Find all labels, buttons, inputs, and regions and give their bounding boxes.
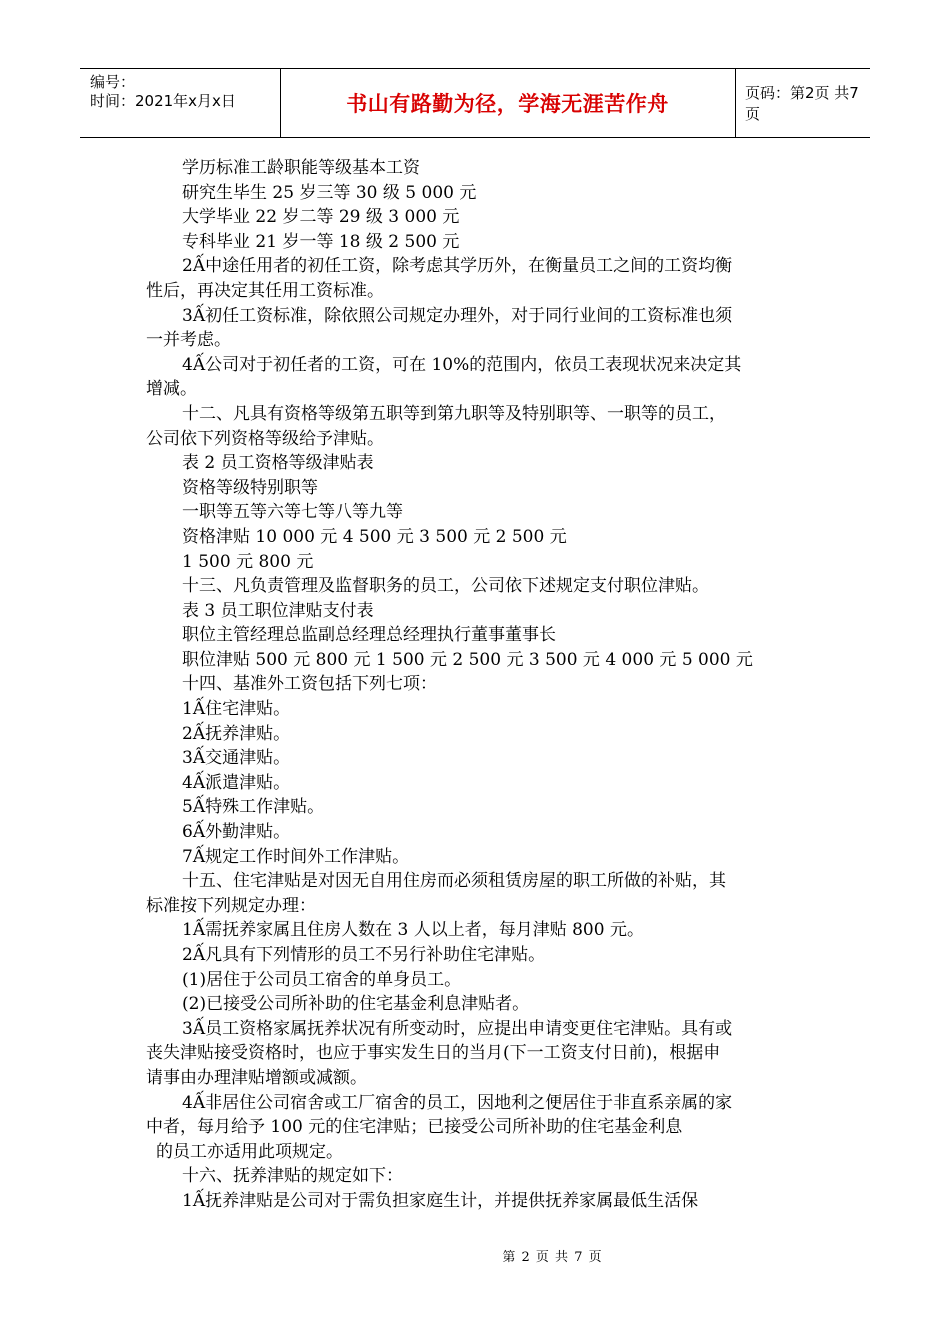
body-line: 十四、基准外工资包括下列七项： (182, 674, 437, 695)
body-line: 十六、抚养津贴的规定如下： (182, 1166, 403, 1187)
body-line: 表 2 员工资格等级津贴表 (182, 453, 374, 474)
motto-text: 书山有路勤为径，学海无涯苦作舟 (346, 92, 669, 116)
body-line: 7Ấ规定工作时间外工作津贴。 (182, 846, 410, 867)
page-label: 页码：第2页 共7页 (745, 84, 859, 123)
body-line: 1Ấ需抚养家属且住房人数在 3 人以上者，每月津贴 800 元。 (182, 920, 644, 941)
body-line: 十二、凡具有资格等级第五职等到第九职等及特别职等、一职等的员工， (182, 403, 726, 424)
body-line: 4Ấ派遣津贴。 (182, 772, 291, 793)
page-header (80, 68, 870, 138)
body-line: 十三、凡负责管理及监督职务的员工，公司依下述规定支付职位津贴。 (182, 576, 709, 597)
body-line: 2Ấ凡具有下列情形的员工不另行补助住宅津贴。 (182, 945, 546, 965)
number-label: 编号： (90, 73, 136, 91)
body-line: 学历标准工龄职能等级基本工资 (182, 158, 420, 178)
body-line: 5Ấ特殊工作津贴。 (182, 797, 325, 818)
body-line: 1Ấ抚养津贴是公司对于需负担家庭生计，并提供抚养家属最低生活保 (182, 1190, 699, 1211)
date-label: 时间：2021年x月x日 (90, 92, 236, 110)
body-line: 职位主管经理总监副总经理总经理执行董事董事长 (182, 625, 556, 646)
document-body (146, 156, 816, 1214)
body-line: (2)已接受公司所补助的住宅基金利息津贴者。 (182, 994, 530, 1015)
body-line: 一并考虑。 (146, 330, 231, 351)
body-line: (1)居住于公司员工宿舍的单身员工。 (182, 969, 462, 990)
body-line: 公司依下列资格等级给予津贴。 (146, 428, 384, 449)
body-line: 1 500 元 800 元 (182, 551, 314, 572)
body-line: 2Ấ中途任用者的初任工资，除考虑其学历外，在衡量员工之间的工资均衡 (182, 256, 733, 277)
body-line: 请事由办理津贴增额或减额。 (146, 1067, 367, 1088)
body-line: 3Ấ交通津贴。 (182, 748, 291, 769)
body-line: 1Ấ住宅津贴。 (182, 699, 291, 720)
header-page-cell (735, 69, 870, 137)
body-line: 表 3 员工职位津贴支付表 (182, 600, 374, 621)
body-line: 性后，再决定其任用工资标准。 (146, 280, 384, 301)
body-line: 十五、住宅津贴是对因无自用住房而必须租赁房屋的职工所做的补贴，其 (182, 871, 726, 892)
footer-page-number: 第 2 页 共 7 页 (502, 1250, 603, 1265)
body-line: 一职等五等六等七等八等九等 (182, 502, 403, 523)
body-line: 专科毕业 21 岁一等 18 级 2 500 元 (182, 231, 460, 252)
body-line: 4Ấ非居住公司宿舍或工厂宿舍的员工，因地利之便居住于非直系亲属的家 (182, 1092, 733, 1113)
body-line: 资格津贴 10 000 元 4 500 元 3 500 元 2 500 元 (182, 526, 567, 547)
body-line: 标准按下列规定办理： (146, 895, 316, 916)
body-line: 3Ấ员工资格家属抚养状况有所变动时，应提出申请变更住宅津贴。具有或 (182, 1018, 733, 1039)
body-line: 职位津贴 500 元 800 元 1 500 元 2 500 元 3 500 元 4 000 元 5 000 元 (182, 649, 753, 670)
body-line: 研究生毕生 25 岁三等 30 级 5 000 元 (182, 182, 477, 203)
body-line: 2Ấ抚养津贴。 (182, 723, 291, 744)
body-line: 资格等级特别职等 (182, 477, 318, 498)
body-line: 大学毕业 22 岁二等 29 级 3 000 元 (182, 207, 460, 228)
page-footer (0, 1246, 950, 1265)
header-motto-cell (280, 69, 736, 137)
body-line: 4Ấ公司对于初任者的工资，可在 10%的范围内，依员工表现状况来决定其 (182, 354, 742, 375)
body-line: 丧失津贴接受资格时，也应于事实发生日的当月(下一工资支付日前)，根据申 (146, 1043, 721, 1064)
body-line: 3Ấ初任工资标准，除依照公司规定办理外，对于同行业间的工资标准也须 (182, 305, 733, 326)
body-line: 增减。 (146, 379, 197, 400)
body-line: 中者，每月给予 100 元的住宅津贴；已接受公司所补助的住宅基金利息 (146, 1117, 683, 1138)
body-line: 的员工亦适用此项规定。 (156, 1141, 343, 1162)
header-meta (80, 69, 281, 137)
body-line: 6Ấ外勤津贴。 (182, 822, 291, 843)
